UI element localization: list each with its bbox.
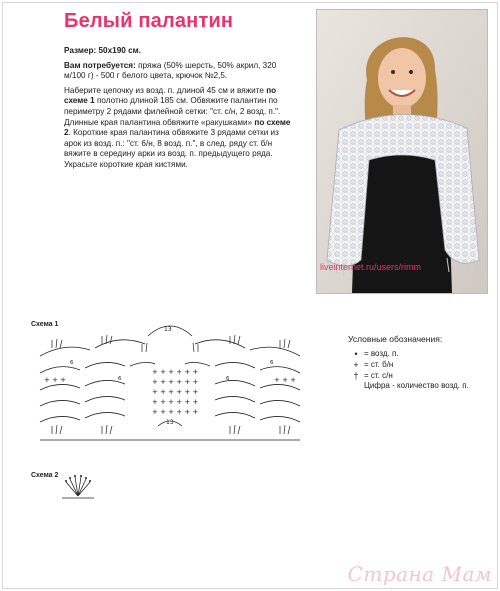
chain-stitch-icon: • (354, 348, 358, 359)
article-text (64, 46, 294, 175)
legend-note: Цифра - количество возд. п. (364, 381, 469, 390)
legend (348, 334, 498, 390)
model-photo (316, 9, 488, 294)
instructions-paragraph (64, 86, 294, 171)
chain-label: 6 (270, 360, 274, 366)
scheme2-ref: по схеме 2 (64, 117, 291, 138)
scheme1-ref: по схеме 1 (64, 85, 277, 106)
legend-row-dc (348, 370, 498, 381)
svg-text:+ + + + + +: + + + + + + (152, 408, 199, 416)
single-crochet-icon: + (353, 359, 359, 370)
legend-text: = ст. с/н (364, 371, 393, 380)
svg-text:+ + +: + + + (274, 376, 297, 384)
double-crochet-icon: † (353, 370, 359, 381)
arch-label-top: 13 (164, 326, 172, 333)
svg-text:+ + + + + +: + + + + + + (152, 398, 199, 406)
size-line (64, 46, 294, 57)
size-label: Размер: (64, 46, 97, 55)
photo-watermark: liveinternet.ru/users/rimm (320, 262, 422, 272)
scheme1-label: Схема 1 (31, 321, 59, 328)
photo-illustration (317, 10, 487, 293)
size-value: 50x190 см. (98, 46, 141, 55)
legend-text: = возд. п. (364, 349, 399, 358)
chain-label: 6 (70, 360, 74, 366)
svg-text:+ + + + + +: + + + + + + (152, 388, 199, 396)
instructions-text-1: Наберите цепочку из возд. п. длиной 45 см и вяжите (64, 85, 267, 95)
legend-row-chain (348, 348, 498, 359)
instructions-text-3: . Короткие края палантина обвяжите 3 рядами сетки из арок из возд. п.: "ст. 6/н, 8 возд. п.", в след. ряду ст. б/н вяжите в середину арки из возд. п. предыдущего ряда. Украсьте короткие края кистями. (64, 128, 279, 169)
materials-text: пряжа (50% шерсть, 50% акрил, 320 м/100 г) - 500 г белого цвета, крючок №2,5. (64, 60, 277, 81)
legend-text: = ст. б/н (364, 360, 394, 369)
svg-text:+ + + + + +: + + + + + + (152, 368, 199, 376)
svg-text:+ + +: + + + (44, 376, 67, 384)
scheme2-diagram (58, 474, 98, 500)
site-logo: Страна Мам (347, 562, 492, 586)
legend-row-sc (348, 359, 498, 370)
chain-label: 6 (118, 376, 122, 382)
article-title: Белый палантин (64, 10, 234, 32)
chain-label: 6 (226, 376, 230, 382)
scheme1-diagram (30, 318, 330, 458)
arch-label-bottom: 13 (166, 419, 174, 426)
instructions-text-2: полотно длиной 185 см. Обвяжите палантин по периметру 2 рядами филейной сетки: "ст. с/н, 2 возд. п.". Длинные края палантина обвяжите «ракушками» (64, 96, 281, 127)
materials-label: Вам потребуется: (64, 60, 136, 70)
legend-title: Условные обозначения: (348, 334, 443, 344)
scheme2-label: Схема 2 (31, 472, 59, 479)
svg-text:+ + + + + +: + + + + + + (152, 378, 199, 386)
materials-line (64, 61, 294, 82)
